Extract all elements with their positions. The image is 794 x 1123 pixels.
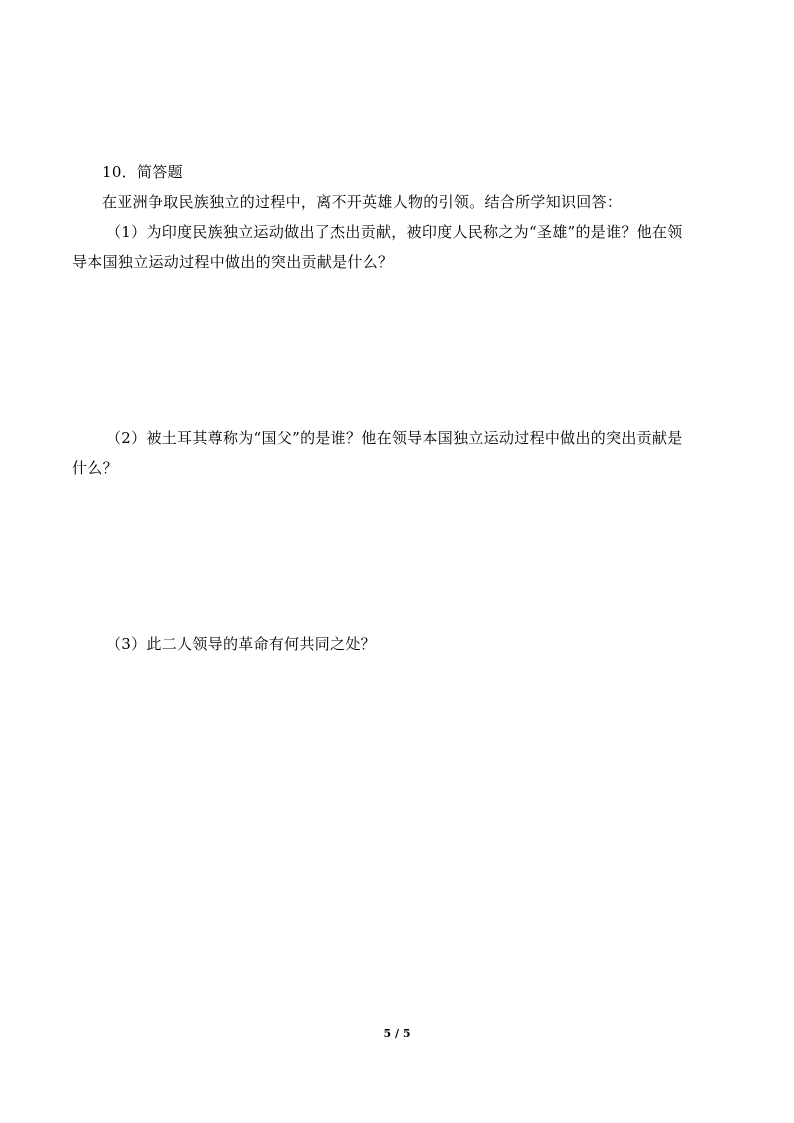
sub-question-3-line-1: （3）此二人领导的革命有何共同之处？ — [106, 635, 376, 653]
question-number-title: 10．简答题 — [102, 163, 183, 181]
sub-question-2-line-1: （2）被土耳其尊称为“国父”的是谁？他在领导本国独立运动过程中做出的突出贡献是 — [106, 429, 683, 447]
sub-question-1-line-2: 导本国独立运动过程中做出的突出贡献是什么？ — [72, 253, 394, 271]
page-number: 5 / 5 — [383, 1027, 411, 1040]
sub-question-2-line-2: 什么？ — [72, 459, 118, 477]
sub-question-1-line-1: （1）为印度民族独立运动做出了杰出贡献，被印度人民称之为“圣雄”的是谁？他在领 — [106, 223, 683, 241]
question-intro: 在亚洲争取民族独立的过程中，离不开英雄人物的引领。结合所学知识回答： — [102, 193, 623, 211]
